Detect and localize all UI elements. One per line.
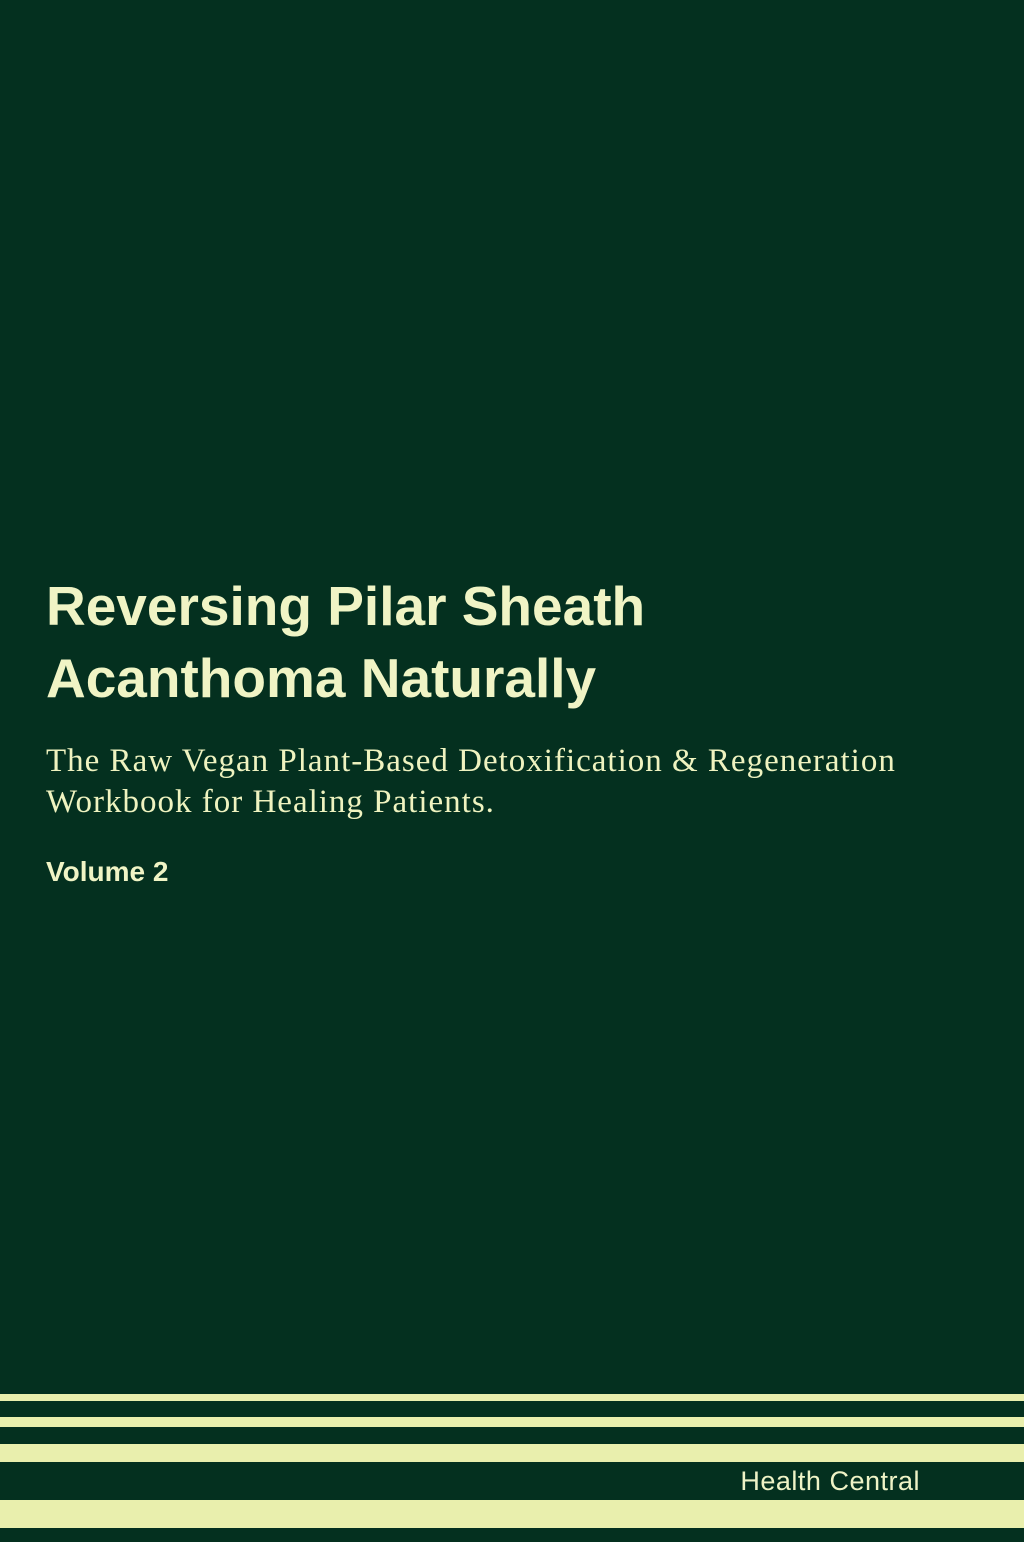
book-title: Reversing Pilar Sheath Acanthoma Naturally — [46, 575, 646, 709]
book-subtitle: The Raw Vegan Plant-Based Detoxification & Regeneration Workbook for Healing Patients. — [46, 743, 896, 820]
footer-stripe-thick — [0, 1500, 1024, 1528]
footer-stripe-medium — [0, 1444, 1024, 1462]
publisher-name: Health Central — [740, 1465, 920, 1496]
footer-stripe-thin — [0, 1394, 1024, 1401]
volume-label: Volume 2 — [46, 856, 169, 887]
publisher-band — [0, 1462, 1024, 1500]
footer-stripe-small — [0, 1417, 1024, 1427]
